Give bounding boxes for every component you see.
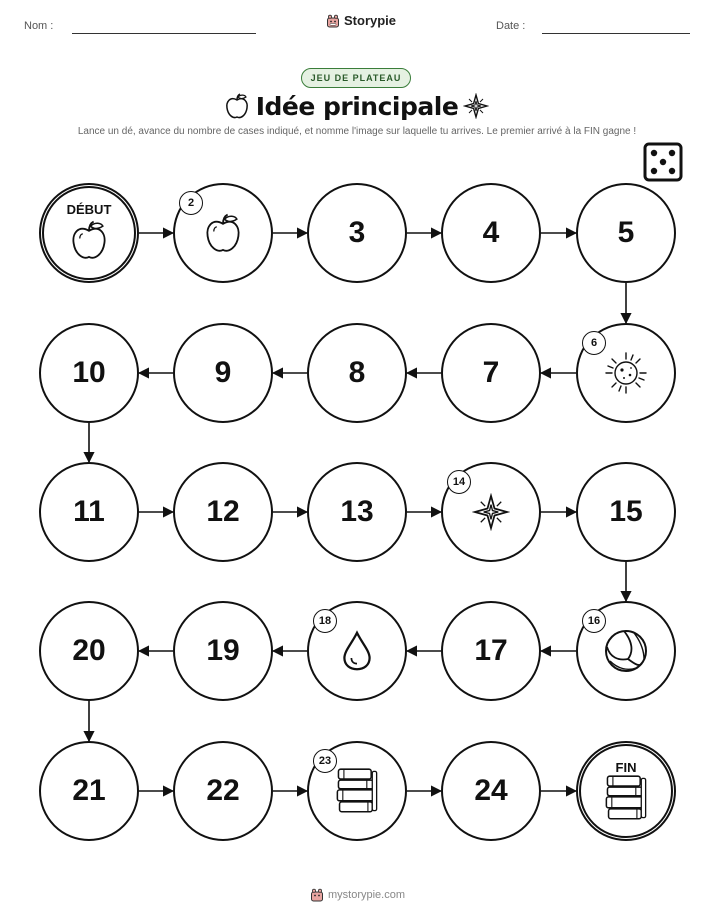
footer [310, 888, 405, 902]
board-space-15 [576, 462, 676, 562]
board-space-5 [576, 183, 676, 283]
instructions-text: Lance un dé, avance du nombre de cases indiqué, et nomme l'image sur laquelle tu arrives. Le premier arrivé à la FIN gagne ! [77, 126, 637, 137]
space-number: 11 [73, 495, 105, 528]
space-number: 15 [609, 495, 643, 528]
page-title: Idée principale [255, 92, 459, 121]
board-space-17 [441, 601, 541, 701]
space-number-badge: 14 [447, 470, 471, 494]
board-space-23 [307, 741, 407, 841]
name-label: Nom : [24, 20, 54, 32]
space-number-badge: 16 [582, 609, 606, 633]
space-number: 22 [206, 774, 240, 807]
board-space-14 [441, 462, 541, 562]
board-space-1 [39, 183, 139, 283]
apple-icon [69, 218, 109, 262]
sparkle-icon [472, 493, 510, 531]
board-space-16 [576, 601, 676, 701]
board-space-11 [39, 462, 139, 562]
space-label: DÉBUT [66, 202, 112, 217]
water-drop-icon [340, 630, 374, 672]
board-space-19 [173, 601, 273, 701]
brand-name: Storypie [344, 13, 397, 28]
space-number: 19 [206, 634, 240, 667]
sun-icon [603, 350, 649, 396]
apple-icon [203, 211, 243, 255]
board-space-25 [576, 741, 676, 841]
space-number-badge: 18 [313, 609, 337, 633]
board-space-10 [39, 323, 139, 423]
space-number: 9 [214, 356, 232, 389]
space-number: 17 [474, 634, 508, 667]
space-number: 10 [72, 356, 106, 389]
books-icon [604, 774, 648, 822]
board-space-8 [307, 323, 407, 423]
board-space-21 [39, 741, 139, 841]
space-number: 8 [348, 356, 366, 389]
space-number-badge: 23 [313, 749, 337, 773]
board-space-4 [441, 183, 541, 283]
board-space-9 [173, 323, 273, 423]
board-space-20 [39, 601, 139, 701]
board-space-6 [576, 323, 676, 423]
board-space-7 [441, 323, 541, 423]
board-space-22 [173, 741, 273, 841]
volleyball-icon [603, 628, 649, 674]
board-space-12 [173, 462, 273, 562]
board-space-24 [441, 741, 541, 841]
space-number: 4 [482, 216, 500, 249]
space-number-badge: 6 [582, 331, 606, 355]
space-number: 3 [348, 216, 366, 249]
space-number: 12 [206, 495, 240, 528]
date-label: Date : [496, 20, 526, 32]
space-number: 20 [72, 634, 106, 667]
board-space-2 [173, 183, 273, 283]
space-number: 21 [72, 774, 106, 807]
game-type-tag: JEU DE PLATEAU [301, 68, 411, 88]
board-space-18 [307, 601, 407, 701]
space-number: 5 [617, 216, 635, 249]
footer-website: mystorypie.com [328, 889, 406, 901]
space-number: 13 [340, 495, 374, 528]
space-number: 7 [482, 356, 500, 389]
space-number: 24 [474, 774, 508, 807]
books-icon [335, 767, 379, 815]
space-label: FIN [615, 760, 637, 775]
space-number-badge: 2 [179, 191, 203, 215]
board-space-13 [307, 462, 407, 562]
storypie-mascot-icon [310, 888, 324, 902]
board-space-3 [307, 183, 407, 283]
